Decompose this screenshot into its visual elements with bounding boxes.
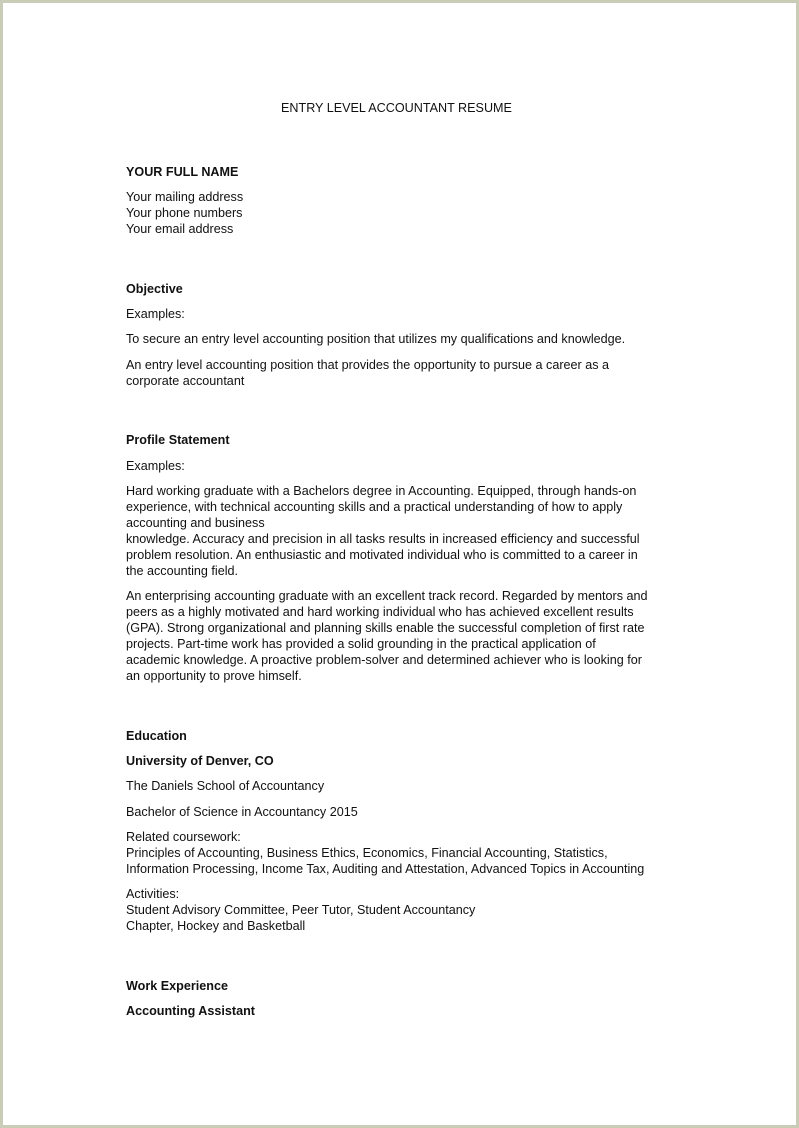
paragraph-line: academic knowledge. A proactive problem-solver and determined achiever who is looking for [126, 653, 642, 667]
paragraph-line: problem resolution. An enthusiastic and motivated individual who is committed to a career in [126, 548, 638, 562]
paragraph-line: Hard working graduate with a Bachelors degree in Accounting. Equipped, through hands-on [126, 484, 637, 498]
paragraph-line: An enterprising accounting graduate with an excellent track record. Regarded by mentors and [126, 589, 648, 603]
objective-heading: Objective [126, 282, 183, 296]
activities-line: Student Advisory Committee, Peer Tutor, Student Accountancy [126, 903, 476, 917]
phone-numbers: Your phone numbers [126, 206, 243, 220]
paragraph-line: an opportunity to prove himself. [126, 669, 302, 683]
profile-paragraph-2 [126, 588, 648, 684]
objective-example-2 [126, 357, 609, 389]
paragraph-line: (GPA). Strong organizational and planning skills enable the successful completion of first rate [126, 621, 645, 635]
paragraph-line: projects. Part-time work has provided a solid grounding in the practical application of [126, 637, 596, 651]
work-experience-heading: Work Experience [126, 979, 228, 993]
profile-heading: Profile Statement [126, 433, 230, 447]
objective-example-2-line: corporate accountant [126, 374, 245, 388]
objective-examples-label: Examples: [126, 307, 185, 321]
paragraph-line: accounting and business [126, 516, 265, 530]
email-address: Your email address [126, 222, 234, 236]
mailing-address: Your mailing address [126, 190, 244, 204]
contact-block [126, 189, 243, 237]
school-name: The Daniels School of Accountancy [126, 779, 325, 793]
education-heading: Education [126, 729, 187, 743]
coursework-label: Related coursework: [126, 830, 241, 844]
paragraph-line: the accounting field. [126, 564, 239, 578]
document-title: ENTRY LEVEL ACCOUNTANT RESUME [281, 101, 512, 115]
objective-example-1: To secure an entry level accounting position that utilizes my qualifications and knowledge. [126, 332, 626, 346]
coursework-block [126, 829, 644, 877]
objective-example-2-line: An entry level accounting position that provides the opportunity to pursue a career as a [126, 358, 610, 372]
coursework-line: Principles of Accounting, Business Ethics, Economics, Financial Accounting, Statistics, [126, 846, 608, 860]
paragraph-line: knowledge. Accuracy and precision in all tasks results in increased efficiency and successful [126, 532, 640, 546]
activities-line: Chapter, Hockey and Basketball [126, 919, 306, 933]
degree: Bachelor of Science in Accountancy 2015 [126, 805, 358, 819]
profile-paragraph-1 [126, 483, 640, 579]
paragraph-line: peers as a highly motivated and hard working individual who has achieved excellent results [126, 605, 634, 619]
paragraph-line: experience, with technical accounting skills and a practical understanding of how to apply [126, 500, 623, 514]
activities-label: Activities: [126, 887, 180, 901]
full-name: YOUR FULL NAME [126, 165, 239, 179]
activities-block [126, 886, 475, 934]
work-position: Accounting Assistant [126, 1004, 255, 1018]
coursework-line: Information Processing, Income Tax, Auditing and Attestation, Advanced Topics in Accounting [126, 862, 645, 876]
university-name: University of Denver, CO [126, 754, 274, 768]
profile-examples-label: Examples: [126, 459, 185, 473]
